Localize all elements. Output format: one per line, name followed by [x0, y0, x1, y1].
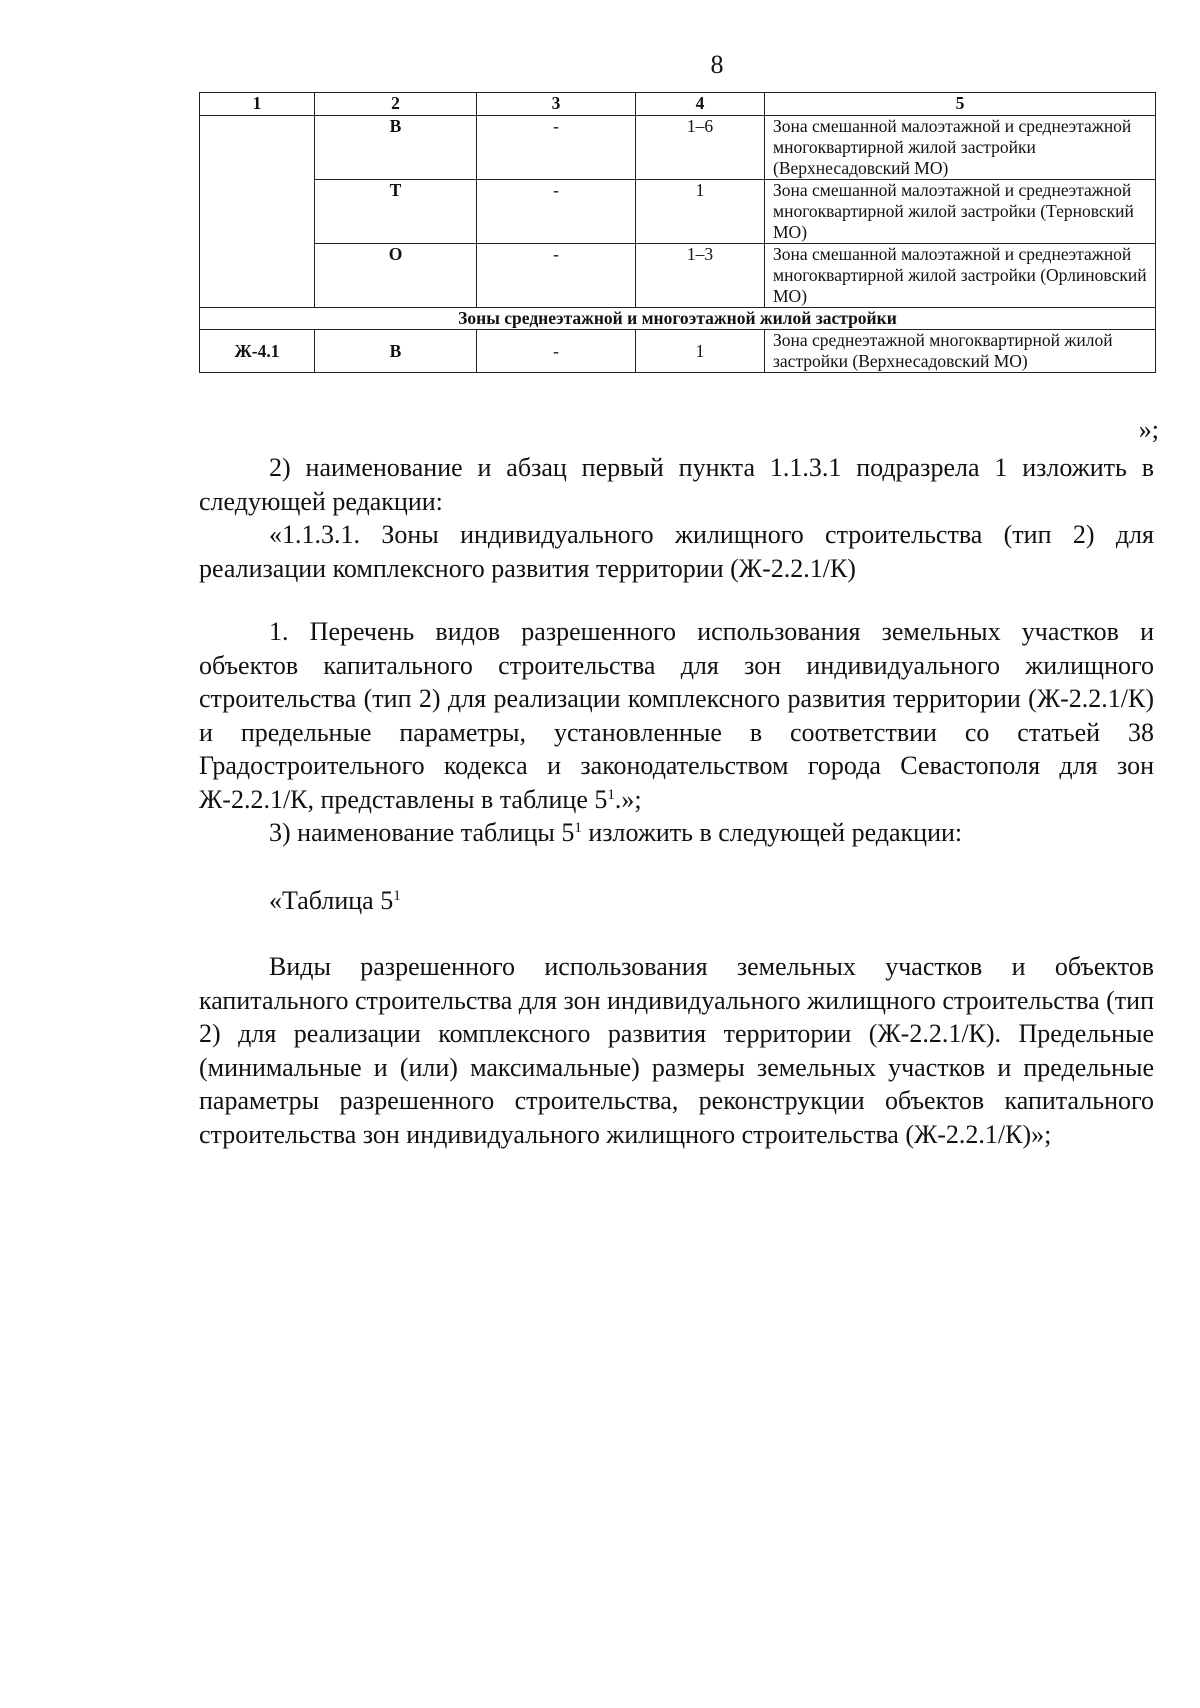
item-2-heading: «1.1.3.1. Зоны индивидуального жилищного строительства (тип 2) для реализации комплексного развития территории (Ж-2.2.1/К)	[199, 520, 1154, 583]
table-header-cell: 1	[200, 93, 315, 116]
table-header-row	[200, 93, 1156, 116]
table-header-cell: 2	[315, 93, 477, 116]
table-caption-block	[199, 884, 1154, 918]
item-3-sup: 1	[574, 820, 582, 836]
table-group-row	[200, 308, 1156, 330]
paragraph-1-block	[199, 615, 1154, 850]
table-row	[200, 116, 1156, 180]
table-group-title: Зоны среднеэтажной и многоэтажной жилой застройки	[200, 308, 1156, 330]
table-cell: -	[477, 330, 636, 373]
paragraph-1-tail: .»;	[614, 784, 642, 814]
table-description-block	[199, 950, 1154, 1151]
table-cell-description: Зона смешанной малоэтажной и среднеэтажной многоквартирной жилой застройки (Терновский МО)	[765, 180, 1156, 244]
paragraph-1-text: 1. Перечень видов разрешенного использования земельных участков и объектов капитального строительства для зон индивидуального жилищного строительства (тип 2) для реализации комплексного развития территории (Ж-2.2.1/К) и предельные параметры, установленные в соответствии со статьей 38 Градостроительного кодекса и законодательством города Севастополя для зон Ж-2.2.1/К, представлены в таблице 5	[199, 617, 1154, 814]
table-caption-text: «Таблица 5	[269, 886, 394, 915]
table-cell: 1–6	[636, 116, 765, 180]
item-2-text: 2) наименование и абзац первый пункта 1.1.3.1 подразрела 1 изложить в следующей редакции:	[199, 453, 1154, 516]
table-cell: -	[477, 116, 636, 180]
item-2-block	[199, 451, 1154, 585]
table-caption	[199, 884, 1154, 918]
table-row	[200, 330, 1156, 373]
table-cell-description: Зона смешанной малоэтажной и среднеэтажной многоквартирной жилой застройки (Верхнесадовский МО)	[765, 116, 1156, 180]
table-header-cell: 4	[636, 93, 765, 116]
zone-table	[199, 92, 1156, 373]
table-description: Виды разрешенного использования земельных участков и объектов капитального строительства для зон индивидуального жилищного строительства (тип 2) для реализации комплексного развития территории (Ж-2.2.1/К). Предельные (минимальные и (или) максимальные) размеры земельных участков и предельные параметры разрешенного строительства, реконструкции объектов капитального строительства зон индивидуального жилищного строительства (Ж-2.2.1/К)»;	[199, 952, 1154, 1149]
paragraph-1-sup: 1	[607, 786, 615, 803]
table-cell: 1	[636, 180, 765, 244]
table-cell: О	[315, 244, 477, 308]
table-cell: В	[315, 116, 477, 180]
table-caption-sup: 1	[393, 888, 401, 904]
table-header-cell: 3	[477, 93, 636, 116]
item-3-tail: изложить в следующей редакции:	[581, 818, 963, 847]
table-cell: В	[315, 330, 477, 373]
table-cell: -	[477, 244, 636, 308]
closing-quote: »;	[1138, 415, 1159, 444]
table-cell: Т	[315, 180, 477, 244]
table-cell-empty	[200, 116, 315, 308]
table-row	[200, 180, 1156, 244]
table-row	[200, 244, 1156, 308]
table-cell-zone-code: Ж-4.1	[200, 330, 315, 373]
table-cell: 1–3	[636, 244, 765, 308]
table-cell: -	[477, 180, 636, 244]
item-3-text: 3) наименование таблицы 5	[269, 818, 575, 847]
item-3	[199, 816, 1154, 850]
table-cell-description: Зона среднеэтажной многоквартирной жилой застройки (Верхнесадовский МО)	[765, 330, 1156, 373]
page-number: 8	[710, 50, 724, 79]
table-cell-description: Зона смешанной малоэтажной и среднеэтажной многоквартирной жилой застройки (Орлиновский МО)	[765, 244, 1156, 308]
paragraph-1	[199, 615, 1154, 816]
table-cell: 1	[636, 330, 765, 373]
table-header-cell: 5	[765, 93, 1156, 116]
